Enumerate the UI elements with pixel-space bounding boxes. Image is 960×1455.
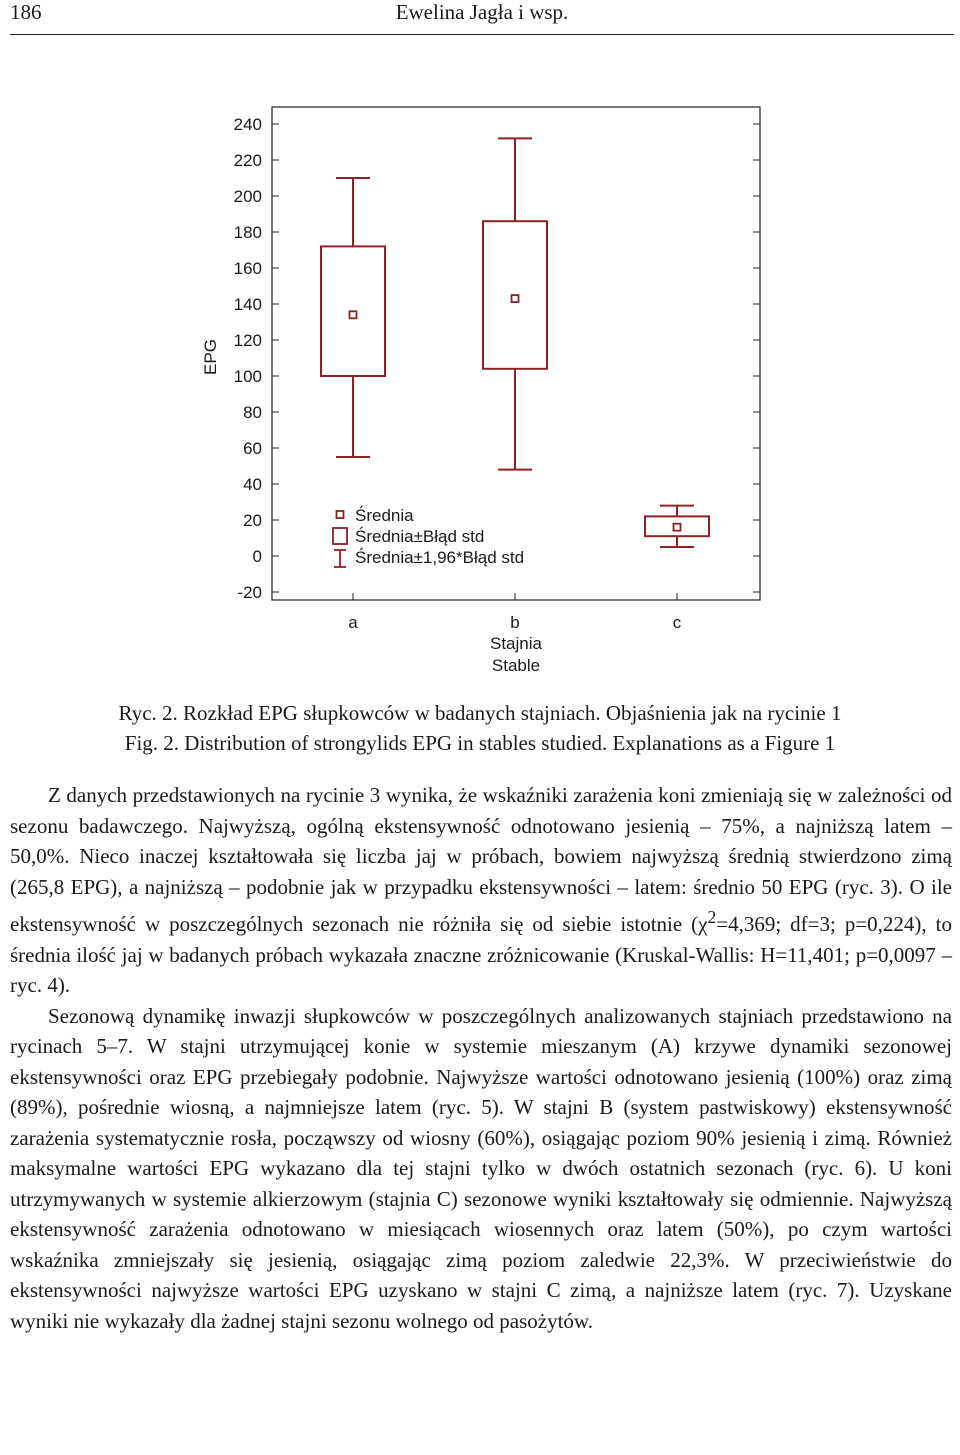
running-title: Ewelina Jagła i wsp. — [395, 0, 569, 24]
x-axis-label-line1: Stajnia — [490, 634, 542, 653]
mean-marker-a — [350, 311, 357, 318]
y-tick-label: 100 — [233, 367, 262, 386]
y-tick-label: 140 — [233, 295, 262, 314]
paragraph-1-part-b: =4,369; df=3; p=0,224), to średnia ilość jaj w badanych próbach wykazała znaczne zróżnicowanie (Kruskal-Wallis: H=11,401; p=0,0097 – ryc. 4). — [10, 912, 952, 997]
y-tick-label: 180 — [233, 223, 262, 242]
legend-se-symbol — [333, 528, 347, 544]
paragraph-1-part-a: Z danych przedstawionych na rycinie 3 wynika, że wskaźniki zarażenia koni zmieniają się w zależności od sezonu badawczego. Najwyższą, ogólną ekstensywność odnotowano jesienią – 75%, a najniższą latem – 50,0%. Nieco inaczej kształtowała się liczba jaj w próbach, bowiem najwyższą średnią stwierdzono zimą (265,8 EPG), a najniższą – podobnie jak w przypadku ekstensywności – latem: średnio 50 EPG (ryc. 3). O ile ekstensywność w poszczególnych sezonach nie różniła się od siebie istotnie (χ — [10, 783, 952, 936]
chi-square-superscript: 2 — [707, 907, 717, 927]
x-tick-label: b — [510, 613, 520, 632]
y-axis-label: EPG — [201, 339, 220, 375]
y-tick-label: 220 — [233, 151, 262, 170]
y-tick-label: 240 — [233, 115, 262, 134]
y-tick-label: 80 — [243, 403, 262, 422]
y-tick-label: 20 — [243, 511, 262, 530]
mean-marker-b — [512, 295, 519, 302]
paragraph-2: Sezonową dynamikę inwazji słupkowców w poszczególnych analizowanych stajniach przedstawiono na rycinach 5–7. W stajni utrzymującej konie w systemie mieszanym (A) krzywe dynamiki sezonowej ekstensywności oraz EPG przebiegały podobnie. Najwyższe wartości odnotowano jesienią (100%) oraz zimą (89%), pośrednie wiosną, a najmniejsze latem (ryc. 5). W stajni B (system pastwiskowy) ekstensywność zarażenia systematycznie rosła, począwszy od wiosny (60%), osiągając poziom 90% jesienią i zimą. Również maksymalne wartości EPG wykazano dla tej stajni tylko w dwóch ostatnich sezonach (ryc. 6). U koni utrzymywanych w systemie alkierzowym (stajnia C) sezonowe wyniki kształtowały się odmiennie. Najwyższą ekstensywność zarażenia odnotowano w miesiącach wiosennych oraz latem (50%), po czym wartości wskaźnika zmniejszały się jesienią, osiągając zimą poziom zaledwie 22,3%. W przeciwieństwie do ekstensywności najwyższe wartości EPG uzyskano w stajni C zimą, a najniższe latem (ryc. 7). Uzyskane wyniki nie wykazały dla żadnej stajni sezonu wolnego od pasożytów. — [10, 1003, 952, 1333]
legend-entry: Średnia — [355, 506, 414, 525]
page-header — [10, 0, 954, 35]
mean-marker-c — [674, 524, 681, 531]
figure-caption-pl: Ryc. 2. Rozkład EPG słupkowców w badanych stajniach. Objaśnienia jak na rycinie 1 — [118, 701, 842, 725]
legend-entry: Średnia±Błąd std — [355, 527, 485, 546]
legend-entry: Średnia±1,96*Błąd std — [355, 548, 525, 567]
y-tick-label: 40 — [243, 475, 262, 494]
y-tick-label: 60 — [243, 439, 262, 458]
figure-caption-en: Fig. 2. Distribution of strongylids EPG in stables studied. Explanations as a Figure 1 — [124, 731, 836, 755]
body-text — [10, 780, 952, 1336]
box-plot-chart — [0, 95, 960, 685]
x-axis-label-line2: Stable — [491, 656, 541, 675]
x-tick-label: c — [672, 613, 682, 632]
x-tick-label: a — [348, 613, 358, 632]
legend-mean-symbol — [337, 511, 344, 518]
y-tick-label: 160 — [233, 259, 262, 278]
paragraph-1 — [10, 780, 952, 1001]
y-tick-label: 0 — [252, 547, 262, 566]
y-tick-label: 200 — [233, 187, 262, 206]
page-number: 186 — [10, 0, 42, 24]
y-tick-label: 120 — [233, 331, 262, 350]
y-tick-label: -20 — [237, 583, 262, 602]
